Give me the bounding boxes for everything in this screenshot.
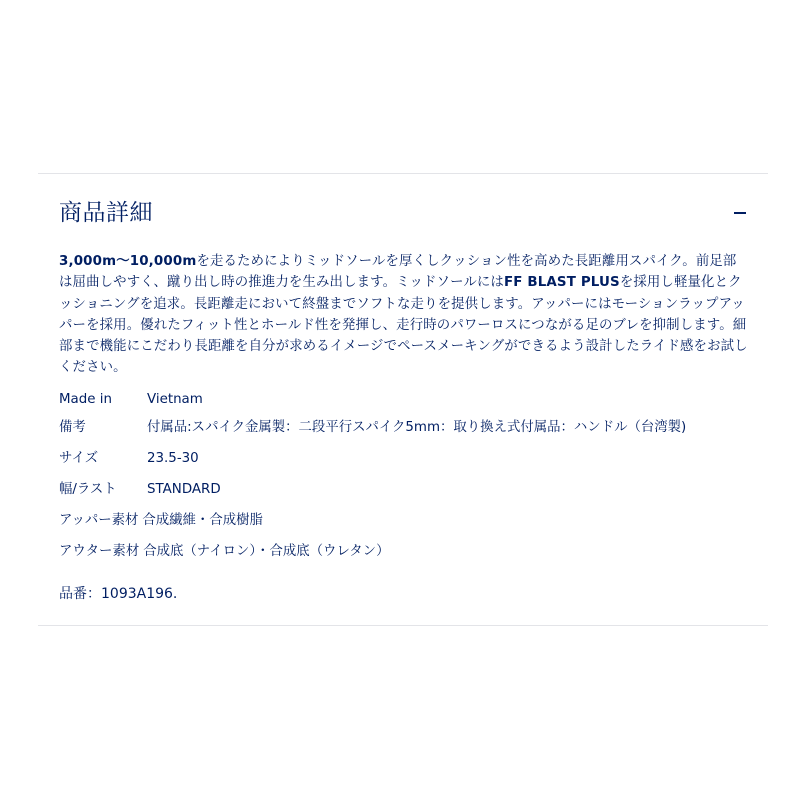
- spec-value: 合成繊維・合成樹脂: [142, 513, 263, 528]
- spec-label: アッパー素材: [59, 513, 139, 528]
- minus-icon: [734, 212, 746, 214]
- spec-row-made-in: [59, 390, 203, 410]
- spec-row-notes: [59, 418, 686, 438]
- technology-name-text: FF BLAST PLUS: [503, 275, 620, 291]
- collapse-toggle-button[interactable]: [728, 199, 752, 227]
- spec-label: 幅/ラスト: [59, 482, 117, 497]
- spec-label: Made in: [59, 392, 112, 407]
- spec-row-width-last: [59, 480, 221, 500]
- spec-value: Vietnam: [147, 392, 203, 407]
- product-number: 品番：1093A196.: [59, 586, 178, 602]
- spec-row-upper-material: [59, 511, 263, 531]
- description-text-2: を採用し軽量化とクッショニングを追求。長距離走において終盤までソフトな走りを提供します。アッパーにはモーションラップアッパーを採用。優れたフィット性とホールド性を発揮し、走行時のパワーロスにつながる足のブレを抑制します。細部まで機能にこだわり長距離を自分が求めるイメージでペースメーキングができるよう設計したライド感をお試しください。: [59, 275, 748, 376]
- spec-label: サイズ: [59, 451, 99, 466]
- spec-row-outer-material: [59, 542, 389, 562]
- product-details-header[interactable]: [38, 174, 768, 252]
- distance-range-text: 3,000m〜10,000m: [59, 254, 197, 269]
- spec-row-size: [59, 449, 199, 469]
- spec-label: アウター素材: [59, 544, 140, 559]
- spec-value: 付属品:スパイク金属製：二段平行スパイク5mm：取り換え式付属品：ハンドル（台湾製): [147, 420, 687, 435]
- spec-label: 備考: [59, 420, 86, 435]
- spec-value: 23.5-30: [147, 451, 199, 466]
- spec-value: STANDARD: [147, 482, 221, 497]
- description-text-1: を走るためによりミッドソールを厚くしクッション性を高めた長距離用スパイク。前足部は屈曲しやすく、蹴り出し時の推進力を生み出します。ミッドソールには: [59, 254, 737, 291]
- product-details-section: [38, 173, 768, 626]
- section-title: 商品詳細: [59, 200, 153, 226]
- spec-value: 合成底（ナイロン）・合成底（ウレタン）: [143, 544, 390, 559]
- product-description: [59, 251, 749, 379]
